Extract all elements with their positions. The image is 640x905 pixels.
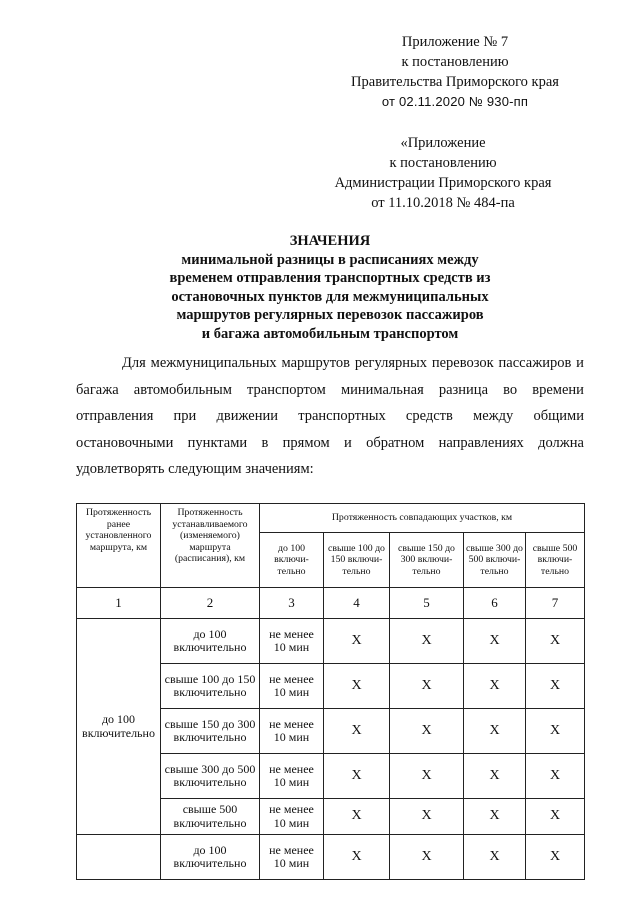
min-interval: не менее 10 мин: [260, 799, 324, 835]
body-paragraph: [76, 350, 584, 483]
intervals-table: [76, 503, 585, 880]
paragraph-word: пассажиров: [498, 355, 572, 371]
mark-x: Х: [390, 754, 464, 799]
mark-x: Х: [464, 754, 526, 799]
mark-x: Х: [324, 835, 390, 880]
table-row: [77, 835, 585, 880]
paragraph-word: Для: [122, 355, 146, 371]
title-line: временем отправления транспортных средств из: [169, 270, 491, 286]
mark-x: Х: [390, 664, 464, 709]
paragraph-word: при: [173, 408, 197, 424]
paragraph-word: и: [576, 355, 584, 371]
paragraph-word: маршрутов: [281, 355, 350, 371]
mark-x: Х: [324, 664, 390, 709]
paragraph-line: [76, 403, 584, 430]
annex-previous-line1: «Приложение: [400, 135, 486, 151]
paragraph-line: [76, 377, 584, 404]
title-line: маршрутов регулярных перевозок пассажиров: [176, 307, 484, 323]
paragraph-word: минимальная: [340, 381, 424, 398]
paragraph-word: пунктами: [187, 434, 248, 451]
annex-previous: [318, 133, 568, 213]
paragraph-word: средств: [405, 408, 453, 424]
mark-x: Х: [324, 799, 390, 835]
column-number: 2: [161, 588, 260, 619]
mark-x: Х: [526, 835, 585, 880]
min-interval: не менее 10 мин: [260, 664, 324, 709]
new-route-range: свыше 500 включительно: [161, 799, 260, 835]
header-new-route-length: Протяженность устанавливаемого (изменяемого) маршрута (расписания), км: [161, 504, 260, 588]
header-overlap-group: Протяженность совпадающих участков, км: [260, 504, 585, 533]
mark-x: Х: [464, 835, 526, 880]
paragraph-word: во: [503, 381, 518, 398]
annex-previous-line3: Администрации Приморского края: [334, 175, 552, 191]
annex-current: [330, 32, 580, 112]
mark-x: Х: [464, 799, 526, 835]
annex-current-line1: Приложение № 7: [401, 34, 509, 50]
min-interval: не менее 10 мин: [260, 835, 324, 880]
paragraph-word: должна: [538, 434, 584, 451]
annex-previous-line2: к постановлению: [389, 155, 497, 171]
group-previous-length-empty: [77, 835, 161, 880]
paragraph-word: отправления: [76, 408, 154, 424]
paragraph-word: регулярных: [354, 355, 427, 371]
mark-x: Х: [464, 664, 526, 709]
title-heading: ЗНАЧЕНИЯ: [289, 233, 371, 249]
column-number: 4: [324, 588, 390, 619]
min-interval: не менее 10 мин: [260, 754, 324, 799]
paragraph-word: и: [344, 434, 352, 451]
header-overlap-over-500: свыше 500 включи-тельно: [526, 533, 585, 588]
new-route-range: до 100 включительно: [161, 619, 260, 664]
mark-x: Х: [324, 619, 390, 664]
mark-x: Х: [526, 709, 585, 754]
mark-x: Х: [390, 619, 464, 664]
mark-x: Х: [324, 754, 390, 799]
title-line: минимальной разницы в расписаниях между: [181, 251, 479, 268]
column-number: 7: [526, 588, 585, 619]
paragraph-word: перевозок: [431, 355, 494, 371]
paragraph-word: времени: [532, 381, 584, 398]
annex-previous-date: от 11.10.2018 № 484-па: [371, 195, 515, 211]
paragraph-line: [76, 430, 584, 457]
column-number: 5: [390, 588, 464, 619]
annex-current-line3: Правительства Приморского края: [351, 74, 559, 90]
paragraph-word: межмуниципальных: [150, 355, 277, 371]
header-overlap-300-500: свыше 300 до 500 включи-тельно: [464, 533, 526, 588]
paragraph-word: обратном: [366, 434, 425, 451]
mark-x: Х: [526, 754, 585, 799]
mark-x: Х: [324, 709, 390, 754]
mark-x: Х: [526, 799, 585, 835]
min-interval: не менее 10 мин: [260, 709, 324, 754]
header-overlap-100-150: свыше 100 до 150 включи-тельно: [324, 533, 390, 588]
new-route-range: до 100 включительно: [161, 835, 260, 880]
column-number: 6: [464, 588, 526, 619]
paragraph-word: в: [261, 434, 269, 451]
paragraph-word: остановочными: [76, 434, 174, 451]
mark-x: Х: [390, 709, 464, 754]
paragraph-word: между: [473, 408, 514, 424]
mark-x: Х: [464, 709, 526, 754]
new-route-range: свыше 300 до 500 включительно: [161, 754, 260, 799]
paragraph-word: направлениях: [438, 434, 524, 451]
mark-x: Х: [526, 619, 585, 664]
group-previous-length: до 100 включительно: [77, 619, 161, 835]
mark-x: Х: [390, 799, 464, 835]
new-route-range: свыше 150 до 300 включительно: [161, 709, 260, 754]
header-overlap-up-to-100: до 100 включи-тельно: [260, 533, 324, 588]
paragraph-word: движении: [216, 408, 279, 424]
column-numbers-row: [77, 588, 585, 619]
paragraph-word: транспортом: [247, 381, 326, 398]
paragraph-word: транспортных: [298, 408, 386, 424]
mark-x: Х: [464, 619, 526, 664]
paragraph-word: разница: [438, 381, 489, 398]
annex-current-line2: к постановлению: [401, 54, 509, 70]
new-route-range: свыше 100 до 150 включительно: [161, 664, 260, 709]
paragraph-word: багажа: [76, 381, 119, 398]
header-previous-route-length: Протяженность ранее установленного маршрута, км: [77, 504, 161, 588]
paragraph-word: прямом: [282, 434, 330, 451]
paragraph-line: [76, 350, 584, 377]
paragraph-line: [76, 456, 584, 483]
mark-x: Х: [526, 664, 585, 709]
column-number: 3: [260, 588, 324, 619]
annex-current-date: от 02.11.2020 № 930-пп: [381, 94, 529, 109]
title-line: остановочных пунктов для межмуниципальных: [171, 288, 489, 305]
title-line: и багажа автомобильным транспортом: [201, 325, 459, 342]
mark-x: Х: [390, 835, 464, 880]
paragraph-word: удовлетворять следующим значениям:: [76, 461, 314, 477]
paragraph-word: общими: [533, 408, 584, 424]
table-row: [77, 619, 585, 664]
paragraph-word: автомобильным: [133, 381, 232, 398]
min-interval: не менее 10 мин: [260, 619, 324, 664]
document-title: [60, 232, 600, 343]
header-overlap-150-300: свыше 150 до 300 включи-тельно: [390, 533, 464, 588]
column-number: 1: [77, 588, 161, 619]
